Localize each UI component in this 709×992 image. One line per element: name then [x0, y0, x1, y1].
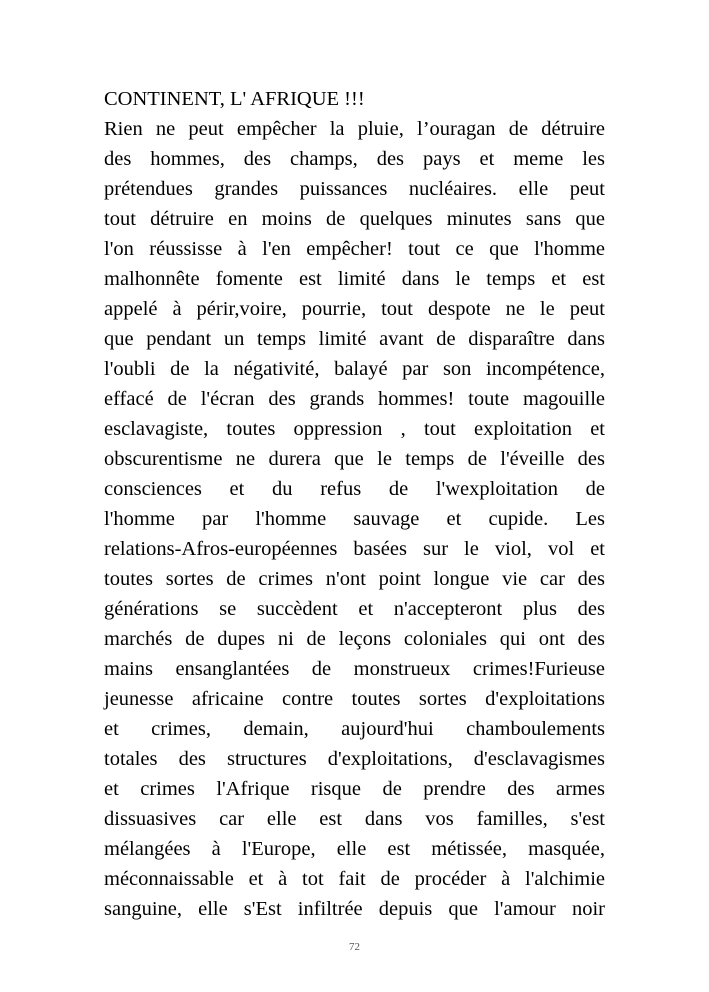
text-line: effacé de l'écran des grands hommes! toute magouille — [104, 388, 605, 410]
text-line: obscurentisme ne durera que le temps de l'éveille des — [104, 448, 605, 470]
text-line: mains ensanglantées de monstrueux crimes!Furieuse — [104, 658, 605, 680]
text-line: et crimes l'Afrique risque de prendre des armes — [104, 778, 605, 800]
text-line: et crimes, demain, aujourd'hui chamboulements — [104, 718, 605, 740]
text-line: appelé à périr,voire, pourrie, tout despote ne le peut — [104, 298, 605, 320]
text-line: relations-Afros-européennes basées sur le viol, vol et — [104, 538, 605, 560]
text-line: prétendues grandes puissances nucléaires. elle peut — [104, 178, 605, 200]
text-line: dissuasives car elle est dans vos familles, s'est — [104, 808, 605, 830]
text-line: des hommes, des champs, des pays et meme les — [104, 148, 605, 170]
text-line: consciences et du refus de l'wexploitation de — [104, 478, 605, 500]
chapter-heading: CONTINENT, L' AFRIQUE !!! — [104, 88, 365, 110]
body-text — [104, 84, 605, 924]
text-line: méconnaissable et à tot fait de procéder à l'alchimie — [104, 868, 605, 890]
text-line: tout détruire en moins de quelques minutes sans que — [104, 208, 605, 230]
text-line: Rien ne peut empêcher la pluie, l’ouragan de détruire — [104, 118, 605, 140]
text-line: esclavagiste, toutes oppression , tout exploitation et — [104, 418, 605, 440]
text-line: l'oubli de la négativité, balayé par son incompétence, — [104, 358, 605, 380]
text-line: générations se succèdent et n'accepteront plus des — [104, 598, 605, 620]
text-line: malhonnête fomente est limité dans le temps et est — [104, 268, 605, 290]
text-line: toutes sortes de crimes n'ont point longue vie car des — [104, 568, 605, 590]
text-line: que pendant un temps limité avant de disparaître dans — [104, 328, 605, 350]
text-line: sanguine, elle s'Est infiltrée depuis que l'amour noir — [104, 898, 605, 920]
page-number: 72 — [349, 941, 360, 953]
text-line: l'on réussisse à l'en empêcher! tout ce que l'homme — [104, 238, 605, 260]
text-line: totales des structures d'exploitations, d'esclavagismes — [104, 748, 605, 770]
text-line: mélangées à l'Europe, elle est métissée, masquée, — [104, 838, 605, 860]
text-line: jeunesse africaine contre toutes sortes d'exploitations — [104, 688, 605, 710]
text-line: marchés de dupes ni de leçons coloniales qui ont des — [104, 628, 605, 650]
text-line: l'homme par l'homme sauvage et cupide. Les — [104, 508, 605, 530]
